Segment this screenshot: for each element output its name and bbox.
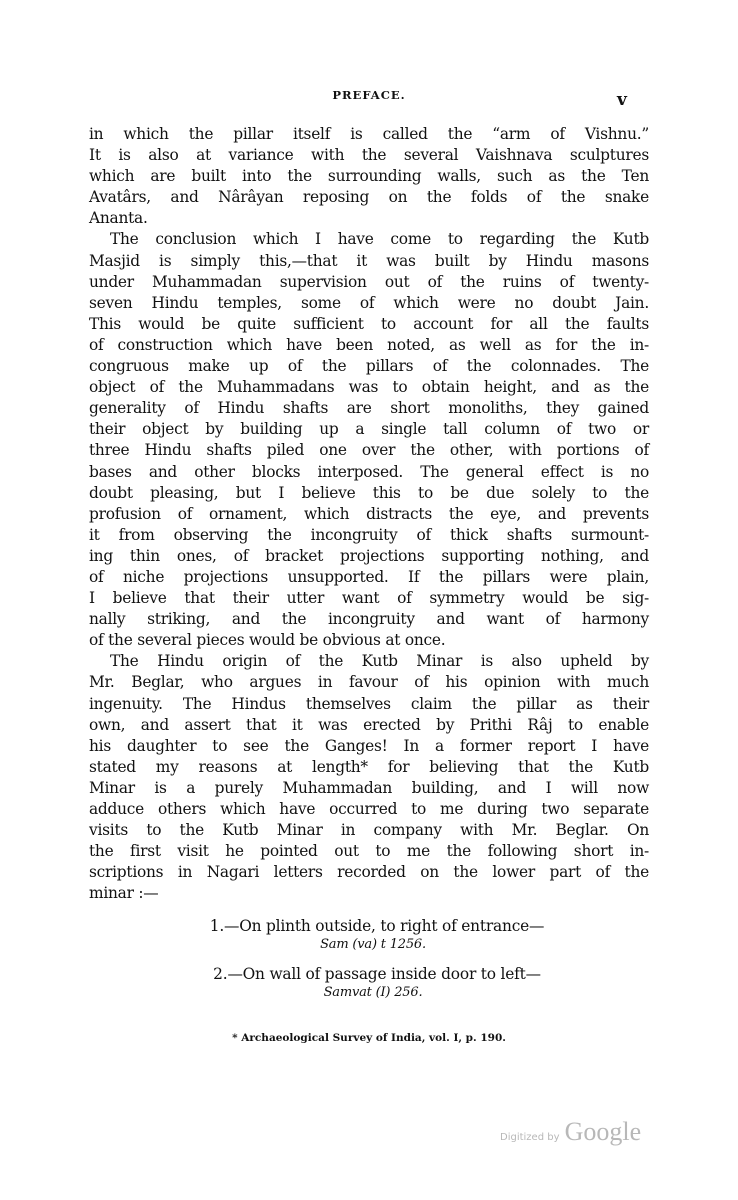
text-line: doubt pleasing, but I believe this to be due solely to the [89, 483, 649, 502]
text-line: his daughter to see the Ganges! In a former report I have [89, 736, 649, 755]
text-line: adduce others which have occurred to me during two separate [89, 800, 649, 818]
text-line: minar :— [89, 884, 159, 903]
text-line: it from observing the incongruity of thick shafts surmount- [89, 525, 649, 544]
text-line: seven Hindu temples, some of which were no doubt Jain. [89, 293, 649, 312]
text-line: Avatârs, and Nârâyan reposing on the folds of the snake [89, 188, 649, 207]
text-line: object of the Muhammadans was to obtain height, and as the [89, 378, 649, 397]
text-line: of construction which have been noted, as well as for the in- [89, 335, 649, 354]
text-line: visits to the Kutb Minar in company with Mr. Beglar. On [89, 821, 649, 840]
text-line: I believe that their utter want of symmetry would be sig- [89, 589, 649, 608]
text-line: in which the pillar itself is called the “arm of Vishnu.” [89, 125, 649, 143]
text-line: scriptions in Nagari letters recorded on the lower part of the [89, 863, 649, 882]
text-line: which are built into the surrounding walls, such as the Ten [89, 167, 649, 186]
watermark-brand: Google [564, 1117, 642, 1146]
text-line: of niche projections unsupported. If the pillars were plain, [89, 567, 649, 586]
text-line: their object by building up a single tall column of two or [89, 420, 649, 439]
inscription-1 [0, 917, 738, 952]
watermark-prefix: Digitized by [500, 1132, 560, 1143]
inscription-heading: 2.—On wall of passage inside door to left— [213, 965, 541, 983]
text-line: Masjid is simply this,—that it was built by Hindu masons [89, 251, 649, 270]
text-line: the first visit he pointed out to me the following short in- [89, 842, 649, 861]
body-text [89, 124, 649, 904]
google-watermark [500, 1117, 641, 1147]
text-line: congruous make up of the pillars of the colonnades. The [89, 357, 649, 376]
text-line: ingenuity. The Hindus themselves claim the pillar as their [89, 694, 649, 713]
footnote: * Archaeological Survey of India, vol. I, p. 190. [232, 1032, 506, 1044]
text-line: bases and other blocks interposed. The general effect is no [89, 462, 649, 481]
inscription-text: Sam (va) t 1256. [320, 937, 426, 952]
text-line: under Muhammadan supervision out of the ruins of twenty- [89, 272, 649, 291]
text-line: Ananta. [89, 209, 148, 228]
text-line: Minar is a purely Muhammadan building, and I will now [89, 778, 649, 797]
text-line: It is also at variance with the several Vaishnava sculptures [89, 146, 649, 165]
text-line: Mr. Beglar, who argues in favour of his opinion with much [89, 673, 649, 692]
text-line: own, and assert that it was erected by Prithi Râj to enable [89, 715, 649, 734]
text-line: This would be quite sufficient to account for all the faults [89, 314, 649, 333]
text-line: three Hindu shafts piled one over the other, with portions of [89, 441, 649, 460]
page-number: v [617, 90, 627, 110]
text-line: The Hindu origin of the Kutb Minar is also upheld by [110, 652, 649, 671]
text-line: profusion of ornament, which distracts the eye, and prevents [89, 504, 649, 523]
text-line: generality of Hindu shafts are short monoliths, they gained [89, 399, 649, 418]
text-line: stated my reasons at length* for believing that the Kutb [89, 757, 649, 776]
text-line: nally striking, and the incongruity and want of harmony [89, 610, 649, 629]
running-header: PREFACE. [332, 88, 406, 102]
text-line: ing thin ones, of bracket projections supporting nothing, and [89, 546, 649, 565]
inscription-text: Samvat (I) 256. [323, 985, 423, 1000]
inscription-2 [0, 965, 738, 1000]
text-line: of the several pieces would be obvious at once. [89, 631, 446, 650]
text-line: The conclusion which I have come to regarding the Kutb [110, 230, 649, 249]
inscription-heading: 1.—On plinth outside, to right of entrance— [209, 917, 545, 935]
